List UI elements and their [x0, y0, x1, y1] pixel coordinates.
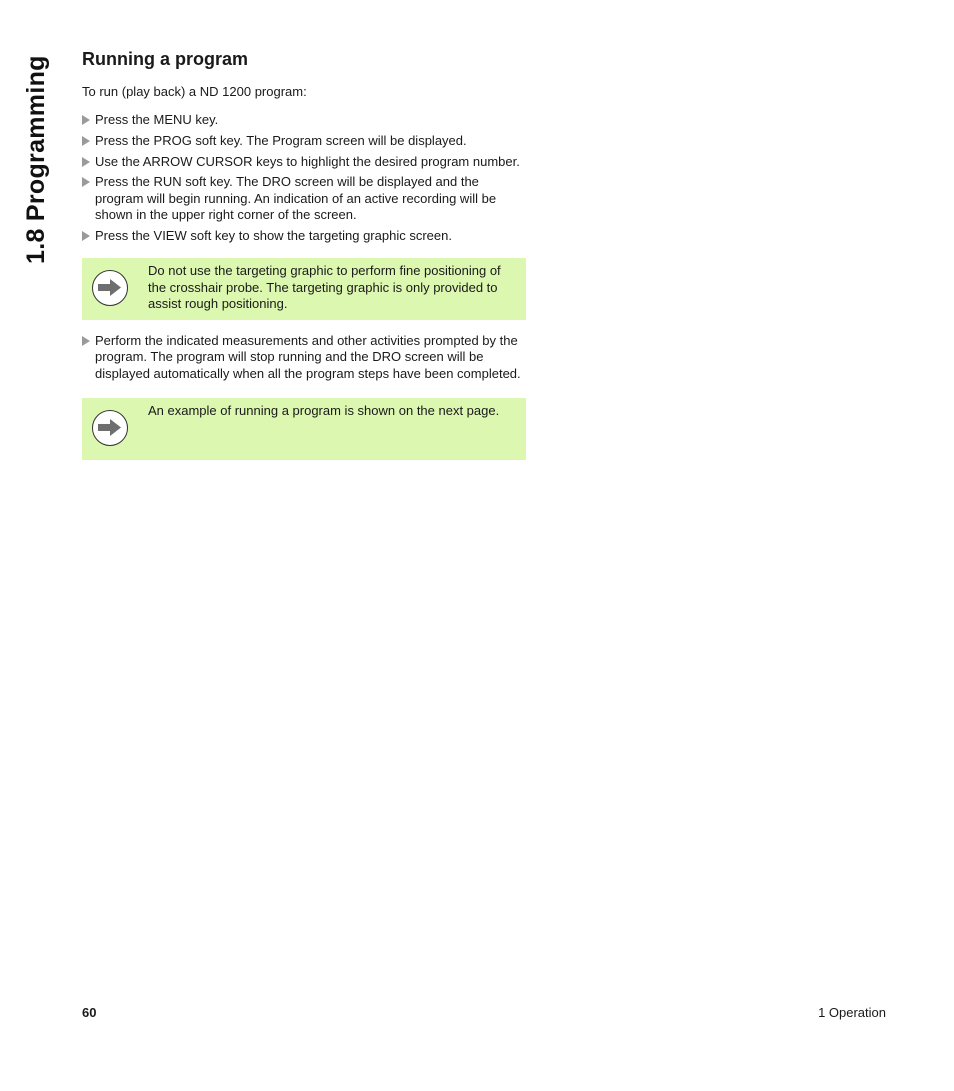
- arrow-right-icon: [92, 410, 128, 446]
- arrow-right-icon: [92, 270, 128, 306]
- section-heading: Running a program: [82, 49, 248, 69]
- note-text: An example of running a program is shown on the next page.: [148, 402, 500, 418]
- bullet-triangle-icon: [82, 115, 90, 125]
- page-number: 60: [82, 1005, 97, 1020]
- intro-text: To run (play back) a ND 1200 program:: [82, 84, 307, 99]
- list-item: Press the VIEW soft key to show the targeting graphic screen.: [82, 228, 526, 244]
- chapter-label: 1 Operation: [818, 1005, 886, 1020]
- side-tab: [22, 50, 62, 270]
- list-item: Press the RUN soft key. The DRO screen will be displayed and the program will begin running. An indication of an active recording will be shown in the upper right corner of the screen.: [82, 174, 526, 223]
- bullet-triangle-icon: [82, 336, 90, 346]
- list-item: Press the PROG soft key. The Program screen will be displayed.: [82, 133, 526, 149]
- bullet-triangle-icon: [82, 157, 90, 167]
- note-box: [82, 258, 526, 320]
- main-content: [82, 46, 526, 460]
- side-tab-title: 1.8 Programming: [22, 55, 50, 264]
- list-item: Press the MENU key.: [82, 112, 526, 128]
- steps-list-continued: [82, 333, 526, 382]
- steps-list: [82, 112, 526, 244]
- bullet-triangle-icon: [82, 177, 90, 187]
- note-text: Do not use the targeting graphic to perform fine positioning of the crosshair probe. The targeting graphic is only provided to assist rough positioning.: [148, 263, 501, 312]
- list-item: Perform the indicated measurements and other activities prompted by the program. The program will stop running and the DRO screen will be displayed automatically when all the program steps have been completed.: [82, 333, 526, 382]
- list-item: Use the ARROW CURSOR keys to highlight the desired program number.: [82, 154, 526, 170]
- bullet-triangle-icon: [82, 136, 90, 146]
- bullet-triangle-icon: [82, 231, 90, 241]
- note-box: [82, 398, 526, 460]
